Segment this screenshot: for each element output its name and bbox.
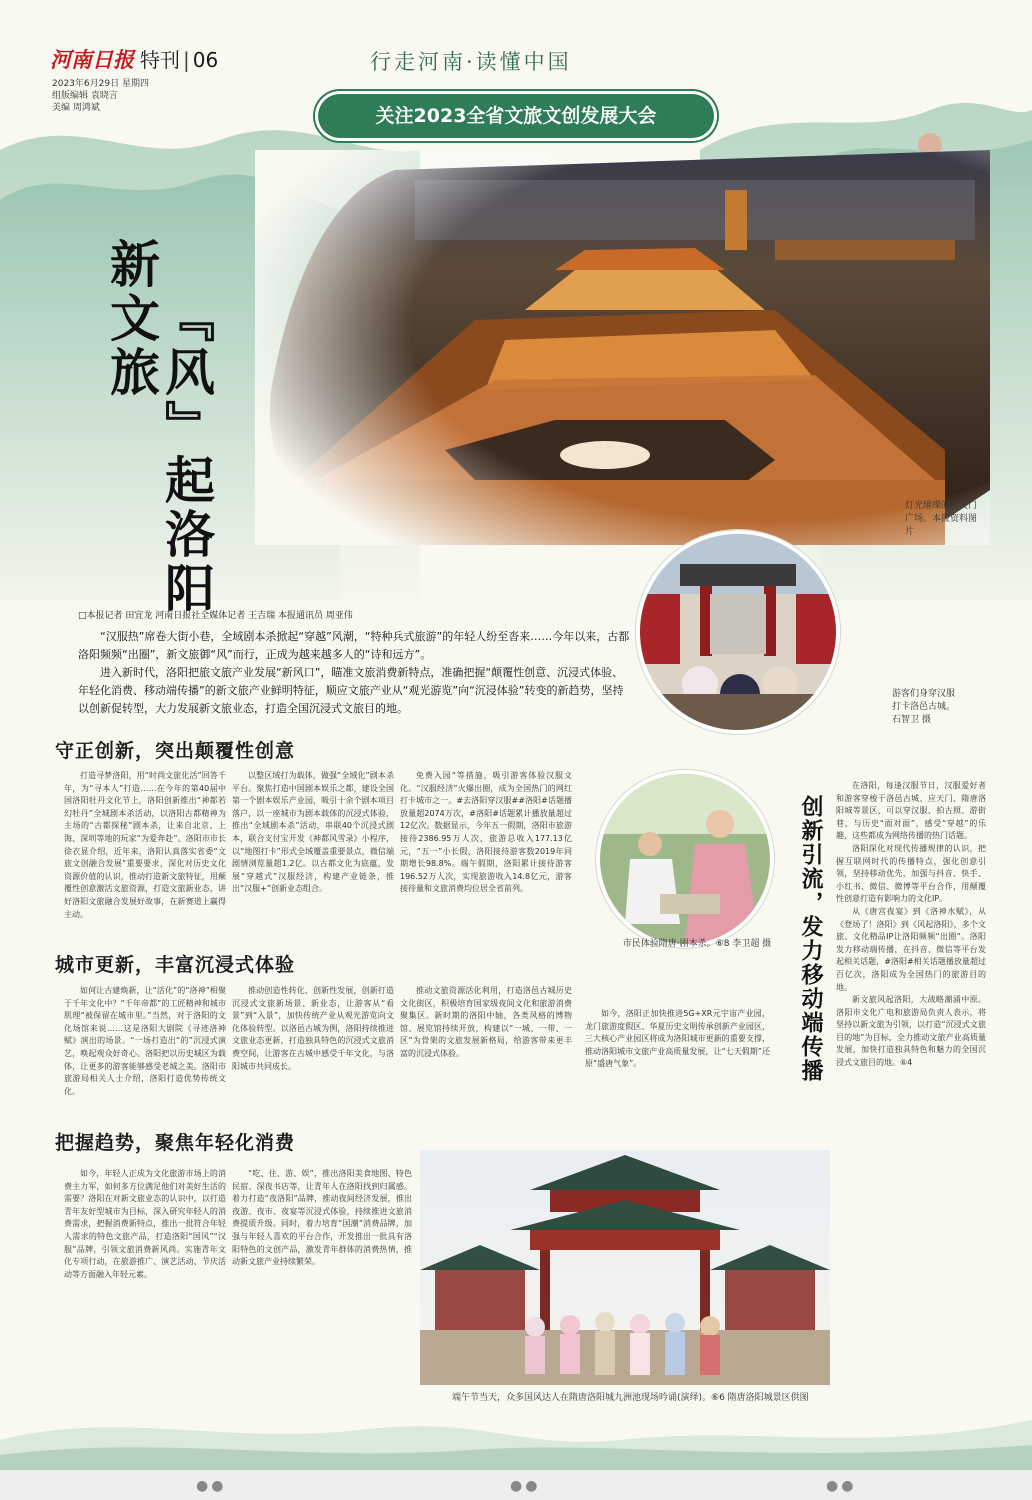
right-text-2: 洛阳深化对现代传播规律的认识，把握互联网时代的传播特点，强化创意引领，坚持移动优先，加强与抖音、快手、小红书、微信、微博等平台合作，用颠覆性创意打造有影响力的文化IP。	[836, 843, 986, 904]
hero-caption: 灯光璀璨的应天门广场。本报资料图片	[905, 501, 978, 537]
newspaper-logo: 河南日报	[50, 47, 134, 72]
page-indicator-left[interactable]: ●●	[196, 1478, 227, 1494]
section-3-text-2: “吃、住、游、娱”，推出洛阳美食地图、特色民宿、深夜书店等，让青年人在洛阳找到归属感。着力打造“夜洛阳”品牌，推动夜间经济发展，推出夜游、夜市、夜宴等沉浸式体验，持续推进文旅消费提质升级。同时，着力培育“国潮”消费品牌，加强与年轻人喜欢的平台合作，开发推出一批具有洛阳特色的文创产品，激发青年群体的消费热情，推动新文旅产业持续繁荣。	[232, 1169, 412, 1267]
section-1-column-3	[400, 770, 572, 896]
section-2-column-3	[400, 985, 572, 1061]
section-2-heading: 城市更新，丰富沉浸式体验	[55, 954, 296, 976]
right-section-heading: 创新引流，发力移动端传播	[798, 795, 824, 1083]
right-text-3: 从《唐宫夜宴》到《洛神水赋》，从《登场了！洛阳》到《风起洛阳》，多个文旅、文化精品IP让洛阳频频“出圈”。洛阳发力移动端传播，在抖音、微信等平台发起相关话题，#洛阳#相关话题播放量超过百亿次，洛阳成为全国热门的旅游目的地。	[836, 906, 986, 992]
circle-photo-2-caption: 市民体验隋唐·剧本杀。⑥8 李卫超 摄	[622, 939, 772, 949]
section-1-column-2	[232, 770, 394, 896]
circle-photo-1-caption: 游客们身穿汉服打卡洛邑古城。石智卫 摄	[892, 689, 956, 725]
photo-script-game	[596, 770, 774, 948]
section-1-text-2: 以整区域打为载体，做强“全域化”剧本杀平台。聚焦打造中国剧本娱乐之都，建设全国第一个剧本娱乐产业园，吸引十余个剧本项目落户，以一座城市为剧本载体的沉浸式体验，推出“全域剧本杀”活动，串联40个沉浸式剧本，联合支付宝开发《神都风雪录》小程序，以“地图打卡”形式全域覆盖重要景点，微信端剧情浏览量超1.2亿。以古都文化为底蕴，发展“穿越式”汉服经济，构建产业链条，推出“汉服+”创新业态组合。	[232, 771, 394, 894]
section-3-text-1: 如今，年轻人正成为文化旅游市场上的消费主力军，如何多方位满足他们对美好生活的需要？洛阳在对新文旅业态的认识中，以打造青年友好型城市为目标，深入研究年轻人的消费需求，把握消费新特点，推出一批符合年轻人需求的特色文旅产品，打造洛阳“国风”“汉服”品牌，引领文旅消费新风尚。实施青年文化专项行动，在旅游推广、演艺活动、节庆活动等方面融入年轻元素。	[64, 1169, 226, 1279]
section-1-heading: 守正创新，突出颠覆性创意	[55, 740, 296, 762]
lead-paragraph-2: 进入新时代，洛阳把旅文旅产业发展“新风口”，瞄准文旅消费新特点，准确把握“颠覆性创意、沉浸式体验、年轻化消费、移动端传播”的新文旅产业鲜明特征，顺应文旅产业从“观光游览”向“沉浸体验”转变的新趋势，坚持以创新促转型，大力发展新文旅业态，打造全国沉浸式文旅目的地。	[78, 666, 624, 715]
main-title-col2: 『风』起洛阳	[157, 292, 216, 616]
section-2-column-2	[232, 985, 394, 1073]
right-text-1: 在洛阳，每逢汉服节日，汉服爱好者和游客穿梭于洛邑古城、应天门、隋唐洛阳城等景区，可以穿汉服、拍古照、游街巷，与历史“面对面”，感受“穿越”的乐趣，这些都成为网络传播的热门话题。	[836, 781, 986, 841]
section-label	[140, 44, 218, 73]
bottom-photo-caption: 端午节当天，众多国风达人在隋唐洛阳城九洲池现场吟诵(演绎)。⑥6 隋唐洛阳城景区供图	[452, 1393, 809, 1403]
page-number: 06	[192, 48, 219, 72]
section-name: 特刊	[140, 48, 180, 72]
section-2-text-3: 推动文旅资源活化利用，打造洛邑古城历史文化街区，积极培育国家级夜间文化和旅游消费聚集区。新时期的洛阳中轴，各类风格的博物馆、展览馆持续开放，构建以“一城、一带、一区”为骨架的文旅发展新格局，给游客带来更丰富的沉浸式体验。	[400, 986, 572, 1058]
issue-date: 2023年6月29日 星期四	[52, 79, 149, 89]
right-text-4: 新文旅风起洛阳，大战略潮涌中原。洛阳市文化广电和旅游局负责人表示，将坚持以新文旅为引领，以打造“沉浸式文旅目的地”为目标，全力推动文旅产业高质量发展，加快打造独具特色和魅力的全国沉浸式文旅目的地。⑥4	[836, 995, 986, 1068]
byline: □本报记者 田宜龙 河南日报社全媒体记者 王吉瑞 本报通讯员 周亚伟	[78, 611, 353, 621]
section-3-heading: 把握趋势，聚焦年轻化消费	[55, 1132, 296, 1154]
hero-photo-yingtian-gate	[255, 150, 990, 545]
main-title-col1: 新文旅	[102, 238, 161, 400]
section-3-column-2	[232, 1168, 412, 1269]
photo-hanfu-gate	[636, 530, 840, 734]
page-indicator-right[interactable]: ●●	[826, 1478, 857, 1494]
topic-banner: 关注2023全省文旅文创发展大会	[318, 94, 714, 138]
page-indicator-center[interactable]: ●●	[510, 1478, 541, 1494]
section-2-column-4	[585, 1008, 770, 1071]
separator: |	[183, 48, 190, 72]
right-column	[836, 780, 986, 1070]
section-1-column-1	[64, 770, 226, 921]
editor-credit: 组版编辑 袁晓言	[52, 91, 118, 101]
slogan: 行走河南·读懂中国	[370, 50, 572, 74]
section-2-text-2: 推动创造性转化、创新性发展，创新打造沉浸式文旅新场景、新业态，让游客从“看景”到“入景”，加快传统产业从观光游览向文化体验转型。以洛邑古城为例，洛阳持续推进文旅业态更新，打造独具特色的沉浸式文旅消费空间，让游客在古城中感受千年文化，与洛阳城市共同成长。	[232, 986, 394, 1071]
section-2-text-1: 如何让古建焕新，让“活化”的“洛神”相聚于千年文化中？“千年帝都”的工匠精神和城市肌理“被保留在城市里。”当然，对于洛阳的文化场馆来说……这是洛阳大剧院《寻迹洛神赋》演出的场景。“一场打造出“的”沉浸式演艺，唤起观众好奇心。洛阳把以历史城区为载体，让更多的游客能够感受老城之美。洛阳市旅游局相关人士介绍，洛阳打造优势传统文化。	[64, 986, 226, 1096]
designer-credit: 美编 周鸿斌	[52, 103, 100, 113]
section-2-column-1	[64, 985, 226, 1098]
section-1-text-1: 打造寻梦洛阳，用“时尚文旅化活”回答千年，为“寻本人”打造……在今年的第40届中国洛阳牡丹文化节上，洛阳创新推出“神都若幻牡丹”全城剧本杀活动，以洛阳古都精神为主场的“古都探秘”剧本杀，让来自北京、上海、深圳等地的玩家“为爱奔赴”。洛阳市市长徐衣显介绍，近年来，洛阳认真落实省委“文旅文创融合发展”重要要求，深化对历史文化资源价值的认识，推动打造新文旅特征，用颠覆性创意激活文旅资源，打造文旅新业态，讲好洛阳文旅融合发展好故事，在新赛道上赢得主动。	[64, 771, 226, 919]
lead-paragraph-1: “汉服热”席卷大街小巷，全域剧本杀掀起“穿越”风潮，“特种兵式旅游”的年轻人纷至沓来……今年以来，古都洛阳频频“出圈”，新文旅御“风”而行，正成为越来越多人的“诗和远方”。	[78, 630, 630, 661]
lead-paragraphs	[78, 628, 633, 718]
bottom-hills-decoration	[0, 1400, 1032, 1470]
section-2-text-4: 如今，洛阳正加快推进5G+XR元宇宙产业园，龙门旅游度假区、华夏历史文明传承创新产业园区，三大核心产业园区将成为洛阳城市更新的重要支撑，推动洛阳城市文旅产业高质量发展，让“七天假期”还原“盛唐气象”。	[585, 1009, 770, 1069]
photo-jiuzhou-pool-pavilion	[420, 1150, 830, 1385]
section-3-column-1	[64, 1168, 226, 1281]
section-1-text-3: 免费入园“等措施，吸引游客体验汉服文化。“汉服经济”火爆出圈，成为全国热门的网红打卡城市之一。#去洛阳穿汉服##洛阳#话题播放量超2074万次，#洛阳#话题累计播放量超过12亿次。数据显示，今年五一假期，洛阳市旅游接待2386.95万人次，旅游总收入177.13亿元，“五一”小长假，洛阳接待游客数2019年同期增长98.8%。端午假期，洛阳累计接待游客196.52万人次，实现旅游收入14.8亿元，游客接待量和文旅消费均位居全省前列。	[400, 771, 572, 894]
dateline	[52, 78, 149, 114]
